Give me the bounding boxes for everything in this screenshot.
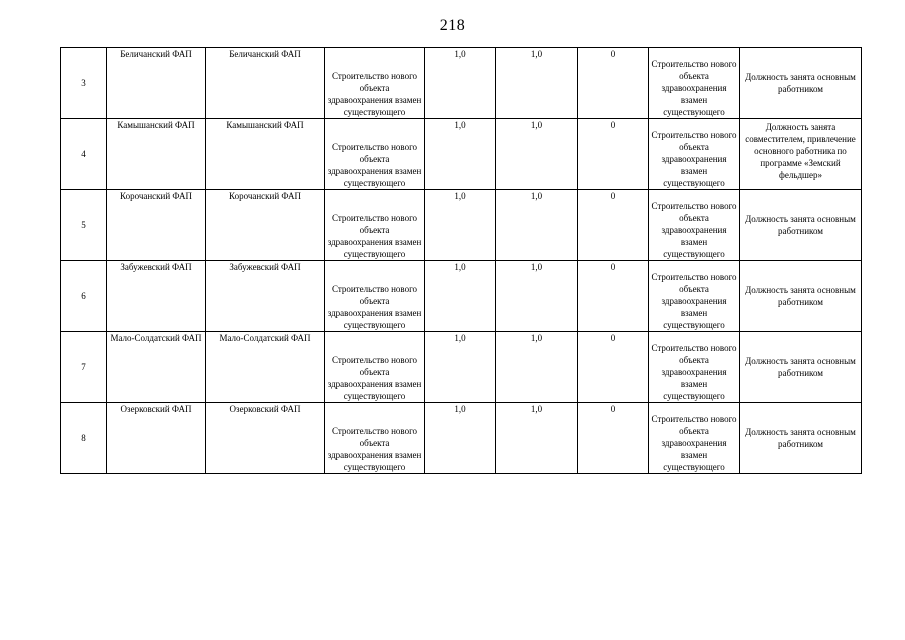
value-col-2: 1,0 [496,403,578,474]
row-number: 7 [61,332,107,403]
planned-work: Строительство нового объекта здравоохранения взамен существующего [325,332,425,403]
staffing-note: Должность занята основным работником [740,48,862,119]
value-col-2: 1,0 [496,190,578,261]
fap-name-secondary: Беличанский ФАП [206,48,325,119]
planned-work: Строительство нового объекта здравоохранения взамен существующего [325,261,425,332]
row-number: 8 [61,403,107,474]
table-row [61,403,862,474]
table-row [61,119,862,190]
planned-work-secondary: Строительство нового объекта здравоохранения взамен существующего [649,403,740,474]
staffing-note: Должность занята совместителем, привлечение основного работника по программе «Земский фельдшер» [740,119,862,190]
fap-name-secondary: Забужевский ФАП [206,261,325,332]
table-row [61,261,862,332]
table-row [61,332,862,403]
fap-name-secondary: Озерковский ФАП [206,403,325,474]
fap-name-secondary: Корочанский ФАП [206,190,325,261]
value-col-3: 0 [578,261,649,332]
value-col-1: 1,0 [425,48,496,119]
value-col-1: 1,0 [425,403,496,474]
fap-name: Озерковский ФАП [107,403,206,474]
row-number: 6 [61,261,107,332]
fap-name: Забужевский ФАП [107,261,206,332]
row-number: 5 [61,190,107,261]
value-col-3: 0 [578,190,649,261]
fap-name: Корочанский ФАП [107,190,206,261]
planned-work-secondary: Строительство нового объекта здравоохранения взамен существующего [649,190,740,261]
value-col-2: 1,0 [496,48,578,119]
value-col-2: 1,0 [496,332,578,403]
planned-work-secondary: Строительство нового объекта здравоохранения взамен существующего [649,48,740,119]
fap-table [60,47,862,474]
planned-work-secondary: Строительство нового объекта здравоохранения взамен существующего [649,261,740,332]
fap-name: Беличанский ФАП [107,48,206,119]
fap-name-secondary: Камышанский ФАП [206,119,325,190]
fap-name-secondary: Мало-Солдатский ФАП [206,332,325,403]
staffing-note: Должность занята основным работником [740,190,862,261]
staffing-note: Должность занята основным работником [740,403,862,474]
value-col-3: 0 [578,119,649,190]
row-number: 4 [61,119,107,190]
value-col-1: 1,0 [425,190,496,261]
staffing-note: Должность занята основным работником [740,261,862,332]
value-col-1: 1,0 [425,261,496,332]
page-number: 218 [439,17,466,34]
staffing-note: Должность занята основным работником [740,332,862,403]
value-col-3: 0 [578,403,649,474]
value-col-1: 1,0 [425,332,496,403]
planned-work-secondary: Строительство нового объекта здравоохранения взамен существующего [649,332,740,403]
planned-work: Строительство нового объекта здравоохранения взамен существующего [325,190,425,261]
fap-name: Камышанский ФАП [107,119,206,190]
table-body [61,48,862,474]
value-col-3: 0 [578,48,649,119]
row-number: 3 [61,48,107,119]
value-col-2: 1,0 [496,261,578,332]
planned-work: Строительство нового объекта здравоохранения взамен существующего [325,403,425,474]
table-row [61,48,862,119]
planned-work: Строительство нового объекта здравоохранения взамен существующего [325,119,425,190]
table-row [61,190,862,261]
planned-work: Строительство нового объекта здравоохранения взамен существующего [325,48,425,119]
planned-work-secondary: Строительство нового объекта здравоохранения взамен существующего [649,119,740,190]
value-col-2: 1,0 [496,119,578,190]
fap-name: Мало-Солдатский ФАП [107,332,206,403]
value-col-3: 0 [578,332,649,403]
value-col-1: 1,0 [425,119,496,190]
